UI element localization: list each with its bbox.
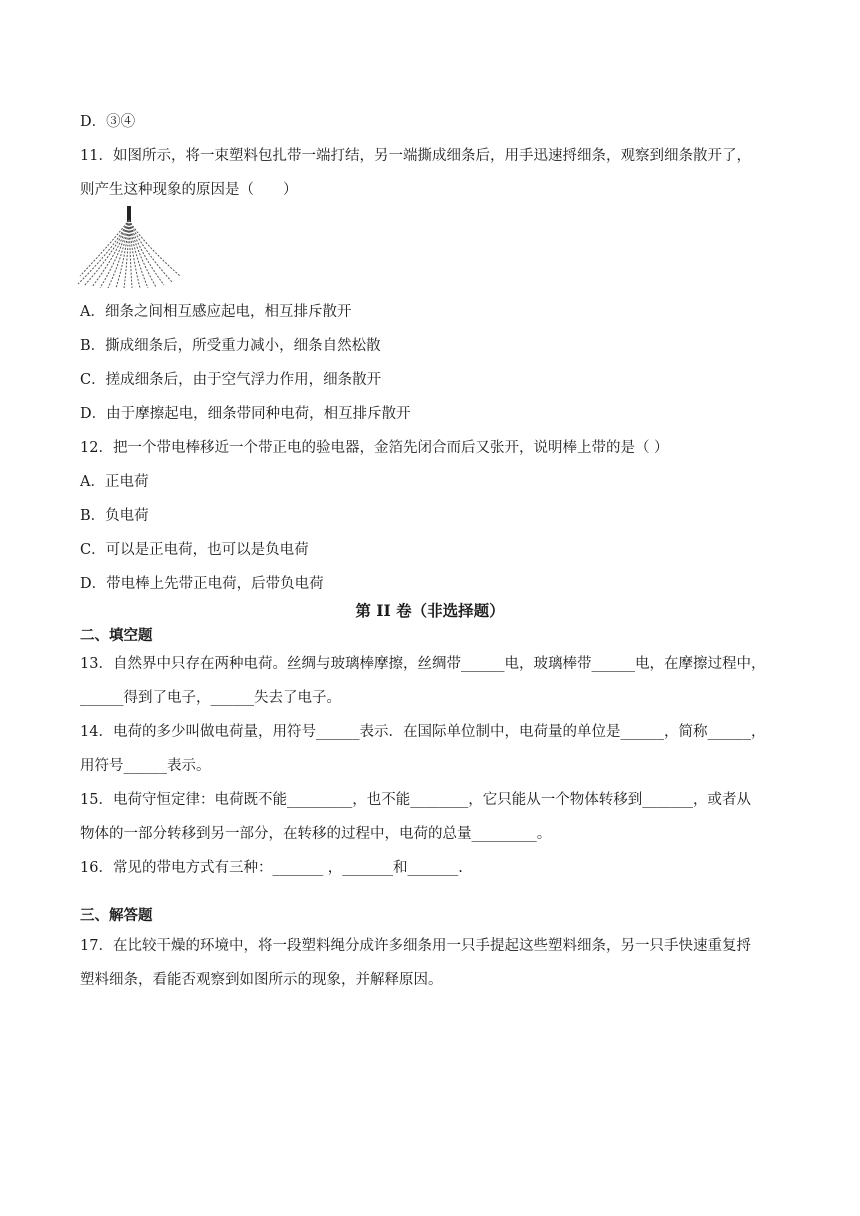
q17-line1: 17．在比较干燥的环境中，将一段塑料绳分成许多细条用一只手提起这些塑料细条，另一只手快速重复捋 <box>80 938 751 954</box>
q15-line1: 15．电荷守恒定律：电荷既不能_________，也不能________，它只能从一个物体转移到_______，或者从 <box>80 792 751 808</box>
q13-line1: 13．自然界中只存在两种电荷。丝绸与玻璃棒摩擦，丝绸带______电，玻璃棒带______电，在摩擦过程中， <box>80 656 766 672</box>
q11-option-a: A．细条之间相互感应起电，相互排斥散开 <box>80 304 352 320</box>
volume-ii-title: 第 II 卷（非选择题） <box>355 601 505 620</box>
fill-blank-heading: 二、填空题 <box>80 627 153 644</box>
q11-stem-line1: 11．如图所示，将一束塑料包扎带一端打结，另一端撕成细条后，用手迅速捋细条，观察到细条散开了， <box>80 148 751 164</box>
plastic-strips-figure <box>76 206 186 288</box>
q13-line2: ______得到了电子，______失去了电子。 <box>80 690 341 706</box>
q10-option-d: D．③④ <box>80 114 136 130</box>
q11-option-b: B．撕成细条后，所受重力减小，细条自然松散 <box>80 338 381 354</box>
q11-stem-line2: 则产生这种现象的原因是（ ） <box>80 182 298 198</box>
q11-option-d: D．由于摩擦起电，细条带同种电荷，相互排斥散开 <box>80 406 411 422</box>
q15-line2: 物体的一部分转移到另一部分，在转移的过程中，电荷的总量_________。 <box>80 826 552 842</box>
q12-option-a: A．正电荷 <box>80 474 149 490</box>
q12-option-b: B．负电荷 <box>80 508 149 524</box>
q16-line: 16．常见的带电方式有三种：_______ ，_______和_______. <box>80 860 463 876</box>
q14-line1: 14．电荷的多少叫做电荷量，用符号______表示．在国际单位制中，电荷量的单位是______，简称______， <box>80 724 766 740</box>
q14-line2: 用符号______表示。 <box>80 758 211 774</box>
answer-heading: 三、解答题 <box>80 907 153 924</box>
q12-stem: 12．把一个带电棒移近一个带正电的验电器，金箔先闭合而后又张开，说明棒上带的是（ ） <box>80 440 669 456</box>
q12-option-c: C．可以是正电荷，也可以是负电荷 <box>80 542 309 558</box>
q11-option-c: C．搓成细条后，由于空气浮力作用，细条散开 <box>80 372 382 388</box>
q12-option-d: D．带电棒上先带正电荷，后带负电荷 <box>80 576 324 592</box>
q17-line2: 塑料细条，看能否观察到如图所示的现象，并解释原因。 <box>80 972 443 988</box>
